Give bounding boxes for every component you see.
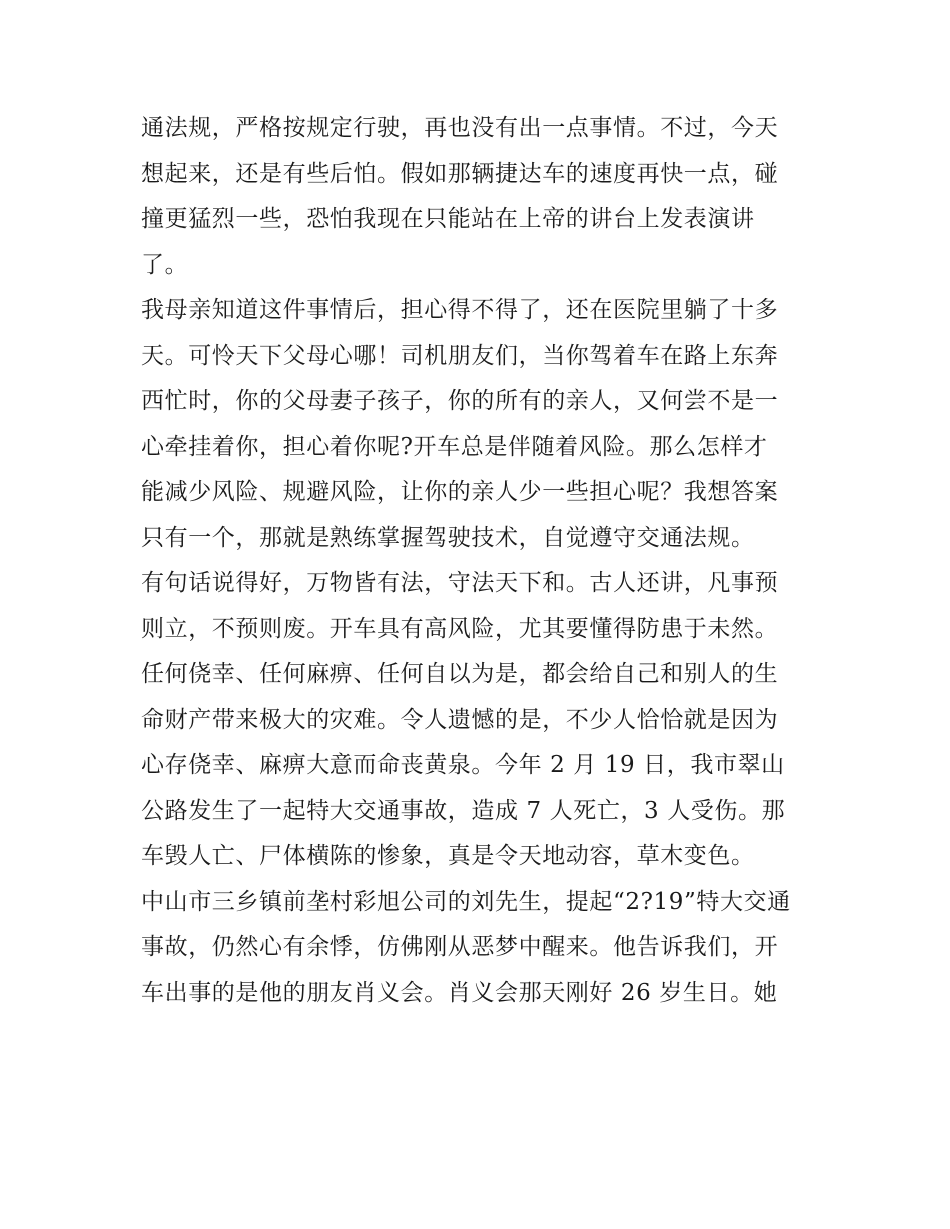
text-line: 中山市三乡镇前垄村彩旭公司的刘先生，提起“2?19”特大交通 xyxy=(141,888,791,915)
text-line: 有句话说得好，万物皆有法，守法天下和。古人还讲，凡事预 xyxy=(141,570,779,596)
text-line: 撞更猛烈一些，恐怕我现在只能站在上帝的讲台上发表演讲 xyxy=(141,206,755,232)
text-line: 我母亲知道这件事情后，担心得不得了，还在医院里躺了十多 xyxy=(141,297,779,323)
text-line: 事故，仍然心有余悸，仿佛刚从恶梦中醒来。他告诉我们，开 xyxy=(141,934,779,960)
text-line: 只有一个，那就是熟练掌握驾驶技术，自觉遵守交通法规。 xyxy=(141,524,755,551)
text-line: 了。 xyxy=(141,251,189,278)
text-line: 想起来，还是有些后怕。假如那辆捷达车的速度再快一点，碰 xyxy=(141,160,779,187)
text-line: 车毁人亡、尸体横陈的惨象，真是令天地动容，草木变色。 xyxy=(141,843,755,869)
text-line: 命财产带来极大的灾难。令人遗憾的是，不少人恰恰就是因为 xyxy=(141,706,779,733)
text-line: 能减少风险、规避风险，让你的亲人少一些担心呢？我想答案 xyxy=(141,479,779,505)
text-line: 天。可怜天下父母心哪！司机朋友们，当你驾着车在路上东奔 xyxy=(141,342,779,369)
text-line: 心存侥幸、麻痹大意而命丧黄泉。今年 2 月 19 日，我市翠山 xyxy=(141,752,785,778)
text-line: 公路发生了一起特大交通事故，造成 7 人死亡，3 人受伤。那 xyxy=(141,797,786,824)
text-line: 西忙时，你的父母妻子孩子，你的所有的亲人，又何尝不是一 xyxy=(141,388,779,414)
document-body xyxy=(141,106,821,1016)
text-line: 心牵挂着你，担心着你呢?开车总是伴随着风险。那么怎样才 xyxy=(141,433,768,460)
text-line: 车出事的是他的朋友肖义会。肖义会那天刚好 26 岁生日。她 xyxy=(141,979,778,1006)
text-line: 通法规，严格按规定行驶，再也没有出一点事情。不过，今天 xyxy=(141,115,779,141)
text-line: 则立，不预则废。开车具有高风险，尤其要懂得防患于未然。 xyxy=(141,615,779,642)
text-line: 任何侥幸、任何麻痹、任何自以为是，都会给自己和别人的生 xyxy=(141,661,779,687)
